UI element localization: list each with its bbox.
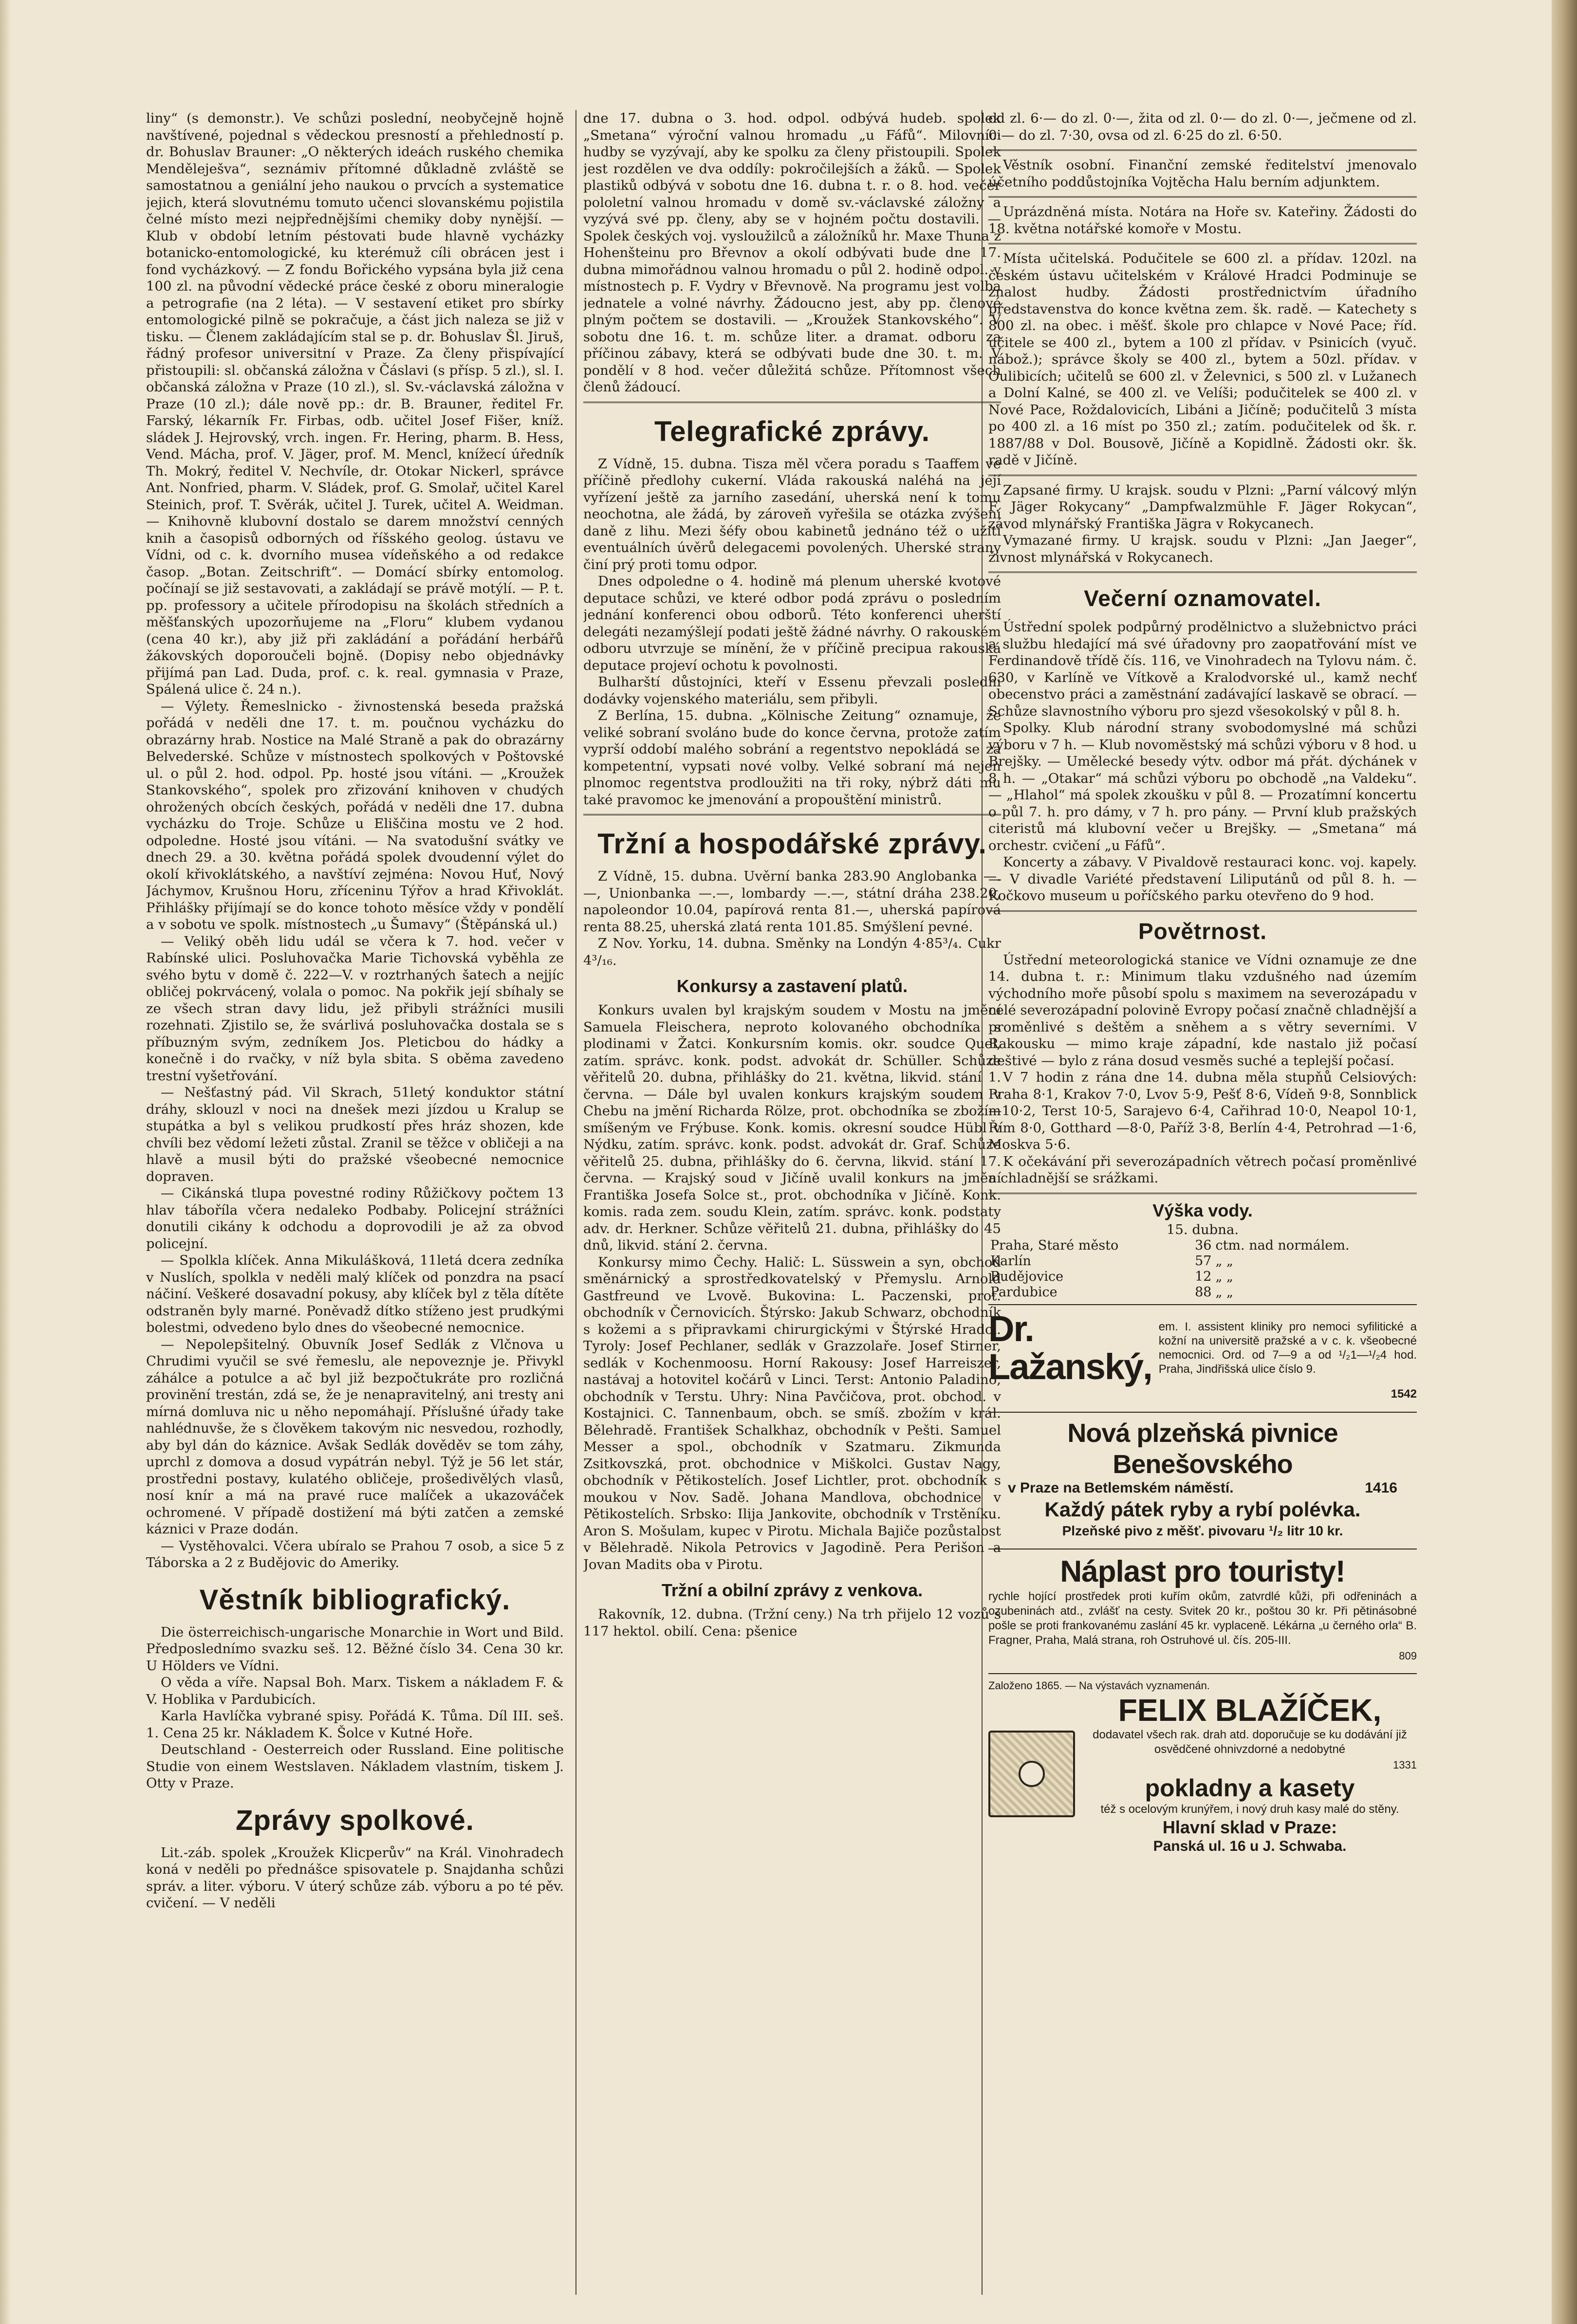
advert-number: 809 [1399,1649,1417,1662]
advert-text: dodavatel všech rak. drah atd. doporučuje se ku dodávání již osvědčené ohnivzdorné a nedobytné [1093,1728,1407,1756]
section-divider [583,814,1001,815]
article-paragraph: — Nešťastný pád. Vil Skrach, 51letý konduktor státní dráhy, sklouzl v noci na dnešek mezi jízdou u Kralup se stupátka a byl s velikou prudkostí přes hráz shozen, kde chvíli bez vědomí ležeti zůstal. Zranil se těžce v obličeji a na hlavě a musil býti do pražské všeobecné nemocnice dopraven. [146,1085,564,1184]
subsection-heading: Tržní a obilní zprávy z venkova. [661,1580,923,1600]
advert-product: pokladny a kasety [1145,1774,1355,1802]
water-level-place: Budějovice [990,1269,1064,1284]
bibliography-entry: Karla Havlíčka vybrané spisy. Pořádá K. Tůma. Díl III. seš. 1. Cena 25 kr. Nákladem K. Šolce v Kutné Hoře. [146,1708,564,1741]
water-level-place: Karlín [990,1254,1031,1269]
advert-lazansky [988,1304,1417,1408]
evening-paragraph: Koncerty a zábavy. V Pivaldově restauraci konc. voj. kapely. — V divadle Variété představení Liliputánů od půl 8. h. — Kočkovo museum u poříčského parku otevřeno do 9 hod. [988,854,1417,904]
section-divider [988,572,1417,573]
section-divider [988,475,1417,476]
section-heading: Večerní oznamovatel. [1084,586,1321,611]
water-level-value: 57 [1195,1254,1212,1269]
bibliography-entry: Die österreichisch-ungarische Monarchie in Wort und Bild. Předposlednímo svazku seš. 12. Běžné číslo 34. Cena 30 kr. U Hölders ve Vídni. [146,1624,564,1674]
page-edge [1552,0,1577,2324]
telegram-paragraph: Dnes odpoledne o 4. hodině má plenum uherské kvotové deputace schůzi, ve které odbor podá zprávu o posledním jednání konferenci obou odborů. Této konferenci uherští delegáti nezamýšlejí podati ještě žádné návrhy. O rakouském odboru utvrzuje se mínění, že v příčině precipua rakouská deputace projeví ochotu k povolnosti. [583,573,1001,673]
market-paragraph: Z Vídně, 15. dubna. Uvěrní banka 283.90 Anglobanka —.—, Unionbanka —.—, lombardy —.—, státní dráha 238.20, napoleondor 10.04, papírová renta 81.—, uherská papírová renta 88.25, uherská zlatá renta 101.85. Smýšlení pevné. [583,868,1001,935]
water-level-unit: „ „ [1215,1254,1234,1269]
page-binding-shadow [0,0,11,2324]
water-level-place: Praha, Staré město [990,1238,1119,1253]
subsection-heading: Konkursy a zastavení platů. [676,976,908,996]
article-paragraph: — Spolkla klíček. Anna Mikulášková, 11letá dcera zedníka v Nuslích, spolkla v neděli malý klíček od ponzdra na psací náčiní. Veškeré dosavadní pokusy, aby klíček byl z těla dítěte odstraněn byly marné. Poněvadž dítko stíženo jest prudkými bolestmi, odvedeno bylo dnes do všeobecné nemocnice. [146,1253,564,1335]
advert-pivnice [988,1412,1417,1545]
bibliography-entry: O věda a víře. Napsal Boh. Marx. Tiskem a nákladem F. & V. Hoblika v Pardubicích. [146,1675,564,1707]
advert-subtitle: v Praze na Betlemském náměstí. [1008,1479,1234,1496]
water-level-unit: ctm. nad normálem. [1215,1238,1350,1253]
market-paragraph: Rakovník, 12. dubna. (Tržní ceny.) Na trh přijelo 12 vozů s 117 hektol. obilí. Cena: pšenice [583,1606,1001,1639]
article-paragraph: — Cikánská tlupa povestné rodiny Růžičkovy počtem 13 hlav táboříla včera nedaleko Podbaby. Policejní strážníci donutili cikány k odchodu a doprovodili je až za obvod policejní. [146,1185,564,1252]
water-level-row [988,1254,1417,1269]
bankruptcy-paragraph: Konkurs uvalen byl krajským soudem v Mostu na jmění Samuela Fleischera, neproto kolovaného obchodníka s plodinami v Žatci. Konkursním komis. okr. soudce Quel, zatím. správc. konk. podst. advokát dr. Schüller. Schůze věřitelů 20. dubna, přihlášky do 21. května, likvid. stání 1. června. — Dále byl uvalen konkurs krajským soudem v Chebu na jmění Richarda Rölze, prot. obchodníka se zbožím smíšeným ve Frýbuse. Konk. komis. okresní soudce Hübl v Nýdku, zatím. správc. konk. podst. advokát dr. Graf. Schůze věřitelů 25. dubna, přihlášky do 6. června, likvid. stání 17. června. — Krajský soud v Jičíně uvalil konkurs na jmění Františka Josefa Solce st., prot. obchodníka v Jičíně. Konk. komis. rada zem. soudu Klein, zatím. správc. konk. podstaty adv. dr. Herkner. Schůze věřitelů 21. dubna, přihlášky do 45 dnů, likvid. stání 2. června. [583,1002,1001,1253]
article-paragraph: liny“ (s demonstr.). Ve schůzi poslední, neobyčejně hojně navštívené, pojednal s vědeckou presností a přehledností p. dr. Bohuslav Brauner: „O některých ideách ruského chemika Menděleješva“, seznámiv přítomné důkladně zvláště se samostatnou a geniální jeho naukou o prvcích a systematice jejich, která slovutnému tomuto učenci slovanskému pojistila čelné místo mezi nejpřednějšími chemiky doby nynější. — Klub v období letním péstovati bude hlavně vycházky botanicko-entomologické, ku kterémuž cíli obrácen jest i fond vycházkový. — Z fondu Bořického vypsána byla již cena 100 zl. na původní vědecké práce české z oboru mineralogie a petrografie (na 2 léta). — V sestavení etiket pro sbírky entomologické pilně se pokračuje, a část jich naleza se již v tisku. — Členem zakládajícím stal se p. dr. Bohuslav Šl. Jiruš, řádný profesor universitní v Praze. Za členy přispívající přistoupili: sl. občanská záložna v Čáslavi (s přísp. 5 zl.), sl. I. občanská záložna v Praze (10 zl.), sl. Sv.-václavská záložna v Praze (10 zl.); dále nově pp.: dr. B. Brauner, ředitel Fr. Farský, lékarník Fr. Firbas, odb. učitel Josef Fišer, kníž. sládek J. Hejrovský, vrch. ingen. Fr. Hering, pharm. B. Hess, Vend. Mácha, prof. V. Jäger, prof. M. Mencl, knížecí úředník Th. Mokrý, ředitel V. Nechvíle, dr. Otokar Nickerl, správce Ant. Nonfried, pharm. V. Sládek, prof. G. Smolař, učitel Karel Steinich, prof. T. Svěrák, učitel J. Turek, učitel A. Weidman. — Knihovně klubovní dostalo se darem množství cenných knih a časopisů odborných od říšského geolog. ústavu ve Vídni, od c. k. dvorního musea vídeňského a od redakce časop. „Botan. Zeitschrift“. — Domácí sbírky entomolog. počínají se již sestavovati, a zakládají se právě motýlí. — P. t. pp. professory a učitele přírodopisu na školách středních a měšťanských upozorňujeme na „Floru“ klubem vydanou (cena 40 kr.), aby již při zakládání a pořádání herbářů žákovských doporoučeli bojně. (Dopisy nebo objednávky přijímá pan Lad. Duda, prof. c. k. real. gymnasia v Praze, Spálená ulice č. 24 n.). [146,111,564,697]
water-level-unit: „ „ [1215,1285,1234,1300]
water-level-value: 36 [1195,1238,1212,1253]
section-divider [583,402,1001,403]
article-paragraph: — Veliký oběh lidu udál se včera k 7. hod. večer v Rabínské ulici. Posluhovačka Marie Tichovská vyběhla ze svého bytu v domě č. 222—V. v roztrhaných šatech a nejjíc obličej pokrvácený, volala o pomoc. Na pokřik její sbíhaly se ze všech stran davy lidu, jež přibyli strážníci musili rozehnati. Zjistilo se, že svárlivá posluhovačka dostala se s příbuzným svým, zedníkem Jos. Pleticbou do hádky a konečně i do rvačky, v níž byla sbita. S oběma zavedeno trestní vyšetřování. [146,933,564,1084]
column-3 [988,110,1417,2305]
section-heading: Telegrafické zprávy. [654,415,930,447]
advert-number: 1331 [1393,1759,1417,1771]
advert-line: Každý pátek ryby a rybí polévka. [1044,1498,1361,1521]
water-level-place: Pardubice [990,1285,1058,1300]
advert-text: rychle hojící prostředek proti kuřím okům, zatvrdlé kůži, při odřeninách a ozubeninách atd., zvlášť na cesty. Svitek 20 kr., poštou 30 kr. Při pětinásobné pošle se proti frankovanému zaslání 45 kr. vyplaceně. Lékárna „u černého orla“ B. Fragner, Praha, Malá strana, roh Ostruhové ul. čís. 205-III. [988,1589,1417,1647]
advert-naplast [988,1549,1417,1670]
advert-text: em. I. assistent kliniky pro nemoci syfilitické a kožní na universitě pražské a v c. k. všeobecné nemocnici. Ord. od 7—9 a od ¹/₂1—¹/₂4 hod. Praha, Jindřišská ulice číslo 9. [1158,1320,1417,1376]
water-level-table [988,1238,1417,1300]
water-level-unit: „ „ [1215,1269,1234,1284]
article-paragraph: Lit.-záb. spolek „Kroužek Klicperův“ na Král. Vinohradech koná v neděli po přednášce spisovatele p. Snajdanha schůzi správ. a liter. výboru. V úterý schůze záb. výboru a po té pěv. cvičení. — V neděli [146,1844,564,1911]
weather-paragraph: K očekávání při severozápadních větrech počasí proměnlivé a chladnější se srážkami. [988,1153,1417,1186]
notice-paragraph: Věstník osobní. Finanční zemské ředitelství jmenovalo účetního poddůstojníka Vojtěcha Halu berním adjunktem. [988,157,1417,190]
article-paragraph: dne 17. dubna o 3. hod. odpol. odbývá hudeb. spolek „Smetana“ výroční valnou hromadu „u Fáfů“. Milovníci hudby se vyzývají, aby ke spolku za členy přistoupili. Spolek jest rozdělen ve dva oddíly: pokročilejších a žáků. — Spolek plastiků odbývá v sobotu dne 16. dubna t. r. o 8. hod. večer pololetní valnou hromadu v domě sv.-václavské záložny a vyzývá své pp. členy, aby se v hojném počtu dostavili. — Spolek českých voj. vysloužilců a záložníků hr. Maxe Thuna z Hohenšteinu pro Břevnov a okolí odbývati bude dne 17. dubna mimořádnou valnou hromadu o půl 2. hodině odpol. v místnostech p. F. Vydry v Břevnově. Na programu jest volba jednatele a volné návrhy. Žádoucno jest, aby pp. členové plným počtem se dostavili. — „Kroužek Stankovského“. V sobotu dne 16. t. m. schůze liter. a dramat. odboru za příčinou zábavy, která se odbývati bude dne 30. t. m. V pondělí v 8 hod. večer důležitá schůze. Přítomnost všech členů žádoucí. [583,111,1001,395]
water-level-row [988,1285,1417,1300]
water-level-row [988,1269,1417,1285]
section-heading: Věstník bibliografický. [199,1584,511,1616]
advert-name: Dr. Lažanský, [988,1309,1152,1387]
notice-paragraph: Místa učitelská. Podučitele se 600 zl. a přídav. 120zl. na českém ústavu učitelském v Králové Hradci Podminuje se znalost hudby. Žádosti prostřednictvím úřadního představenstva do konce května zem. šk. radě. — Katechety s 800 zl. na obec. i měšť. škole pro chlapce v Nové Pace; říd. učitele se 400 zl., bytem a 100 zl přídav. v Psinicích (vyuč. nábož.); správce školy se 400 zl., bytem a 50zl. přídav. v Oulibicích; učitelů se 600 zl. v Želevnici, s 500 zl. v Lužanech a Dolní Kalné, se 400 zl. ve Velíši; podučitelek se 400 zl. v Nové Pace, Roždalovicích, Libáni a Jičíně; podučitelů 3 místa po 400 zl. a 16 míst po 350 zl.; zatím. podučitelek od šk. r. 1887/88 v Dol. Bousově, Jičíně a Kopidlně. Žádosti okr. šk. radě v Jičíně. [988,251,1417,468]
notice-paragraph: Vymazané firmy. U krajsk. soudu v Plzni: „Jan Jaeger“, živnost mlynářská v Rokycanech. [988,533,1417,565]
article-paragraph: — Výlety. Řemeslnicko - živnostenská beseda pražská pořádá v neděli dne 17. t. m. poučnou vycházku do obrazárny hrab. Nostice na Malé Straně a pak do obrazárny Belvederské. Schůze v místnostech spolkových v Poštovské ul. o půl 2. hod. odpol. Pp. hosté jsou vítáni. — „Kroužek Stankovského“, spolek pro zřizování knihoven v chudých ohrožených obcích českých, pořádá v neděli dne 17. dubna vycházku do Troje. Schůze u Eliščina mostu ve 2 hod. odpoledne. Hosté jsou vítáni. — Na svatodušní svátky ve dnech 29. a 30. května pořádá spolek dvoudenní výlet do okolí křivoklátského, a navštíví zejména: Novou Huť, Nový Jáchymov, Krušnou Horu, zříceninu Týřov a hrad Křivoklát. Přihlášky přijímají se do konce tohoto měsíce vždy v pondělí a v sobotu ve spolk. místnostech „u Šumavy“ (Štěpánská ul.) [146,698,564,932]
water-date: 15. dubna. [1166,1221,1239,1237]
section-divider [988,910,1417,912]
section-heading: Povětrnost. [1138,918,1267,944]
column-1 [146,110,564,2305]
telegram-paragraph: Z Vídně, 15. dubna. Tisza měl včera poradu s Taaffem ve příčině předlohy cukerní. Vláda rakouská naléhá na její vyřízení ještě za jarního zasedání, uherská není k tomu neochotna, ale žádá, by zároveň vyřešila se otázka zvýšení daně z lihu. Mezi šéfy obou kabinetů jednáno též o užití eventuálních úvěrů delegacemi povolených. Uherské strany činí prý proti tomu odpor. [583,456,1001,572]
advert-title: Nová plzeňská pivnice Benešovského [1067,1418,1338,1479]
weather-paragraph: Ústřední meteorologická stanice ve Vídni oznamuje ze dne 14. dubna t. r.: Minimum tlaku vzdušného nad územím východního moře působí spolu s maximem na severozápadu v celé severozápadní polovině Evropy počasí značně chladnější a proměnlivé s deštěm a sněhem a s větry severními. V Rakousku — mimo kraje západní, kde nastalo již počasí deštivé — bylo z rána dosud vesměs suché a teplejší počasí. [988,952,1417,1069]
section-divider [988,196,1417,198]
bankruptcy-paragraph: Konkursy mimo Čechy. Halič: L. Süsswein a syn, obchod směnárnický a sprostředkovatelský v Přemyslu. Arnold Gastfreund ve Lvově. Bukovina: L. Paczenski, prot. obchodník v Černovicích. Štýrsko: Jakub Schwarz, obchodník s kožemi a s připravkami chirurgickými v Štýrské Hradci. Tyroly: Josef Pechlaner, sedlák v Grazzolaře. Josef Stirner, sedlák v Kochenmoosu. Horní Rakousy: Josef Harreiszer, nastávaj a hotovitel kočárů v Linci. Terst: Antonio Paladino, obchodník v Terstu. Uhry: Nina Pavčičova, prot. obchod. v Kostajnici. C. Tannenbaum, obch. se smíš. zbožím v král. Bělehradě. František Schalkhaz, obchodník v Pešti. Samuel Messer a spol., obchodník v Szatmaru. Zikmunda Zsitkovszká, prot. obchodnice v Miškolci. Gustav Nagy, obchodník v Pětikostelích. Josef Lichtler, prot. obchodník s moukou v Nov. Sadě. Johana Mandlova, obchodnice v Pětikostelích. Srbsko: Ilija Jankovite, obchodník v Trstěníku. Aron S. Mošulam, kupec v Pirotu. Michala Bajiče pozůstalost v Bělehradě. Nikola Petrovics v Jagodině. Pera Perišon a Jovan Madits oba v Pirotu. [583,1254,1001,1572]
notice-paragraph: Uprázdněná místa. Notára na Hoře sv. Kateřiny. Žádosti do 18. května notářské komoře v Mostu. [988,204,1417,237]
water-level-value: 12 [1195,1269,1212,1284]
column-2 [583,110,1001,2305]
telegram-paragraph: Bulharští důstojníci, kteří v Essenu převzali poslední dodávky vojenského materiálu, sem přibyli. [583,674,1001,707]
subsection-heading: Výška vody. [1152,1200,1253,1220]
advert-text: též s ocelovým krunýřem, i nový druh kasy malé do stěny. [1100,1802,1399,1816]
water-level-row [988,1238,1417,1254]
bibliography-entry: Deutschland - Oesterreich oder Russland. Eine politische Studie von einem Westslaven. Nákladem vlastním, tiskem J. Otty v Praze. [146,1742,564,1791]
evening-paragraph: Spolky. Klub národní strany svobodomyslné má schůzi výboru v 7 h. — Klub novoměstský má schůzi výboru v 8 hod. u Brejšky. — Umělecké besedy výtv. odbor má přát. dýchánek v 8 h. — „Otakar“ má schůzi výboru po obchodě „na Valdeku“. — „Hlahol“ má spolek zkoušku v půl 8. — Prozatímní koncertu o půl 7. h. pro dámy, v 7 h. pro pány. — První klub pražských citeristů má klubovní večer u Brejšky. — „Smetana“ má orchestr. cvičení „u Fáfů“. [988,720,1417,853]
advert-founded: Založeno 1865. — Na výstavách vyznamenán. [988,1679,1210,1692]
advert-beer-line: Plzeňské pivo z měšť. pivovaru ¹/₂ litr 10 kr. [1062,1523,1343,1538]
market-paragraph: Z Nov. Yorku, 14. dubna. Směnky na Londýn 4·85³/₄. Cukr 4³/₁₆. [583,936,1001,968]
advert-store: Hlavní sklad v Praze: [1162,1817,1337,1837]
advert-number: 1416 [1365,1479,1397,1496]
section-divider [988,243,1417,244]
advert-title: Náplast pro touristy! [1060,1554,1345,1588]
advert-name: FELIX BLAŽÍČEK, [1118,1693,1382,1728]
article-paragraph: — Nepolepšitelný. Obuvník Josef Sedlák z Vlčnova u Chrudimi vyučil se své řemeslu, ale nepoveznje je. Přivykl záhálce a potulce a ač byl již bezpočtukráte pro rozličná provinění trestán, zdá se, že je nenapravitelný, ani trestү ani mírná domluva nic u něho nepomáhají. Příslušné úřady take nahlédnuvše, že s člověkem takovým nic nesvedou, rozhodly, aby byl dán do káznice. Avšak Sedlák dověděv se tom záhy, uprchl z domova a dosud vypátrán nebyl. Týž je 56 let stár, prostředni postavy, kulatého obličeje, prošedivělých vlasů, nosí knír a má na pravé ruce malíček a ukazováček ochromené. V případě dostižení má býti zatčen a zemské káznici v Praze dodán. [146,1336,564,1537]
article-paragraph: — Vystěhovalci. Včera ubíralo se Prahou 7 osob, a sice 5 z Táborska a 2 z Budějovic do Ameriky. [146,1538,564,1570]
evening-paragraph: Ústřední spolek podpůrný prodělnictvo a služebnictvo práci a službu hledající má své úřadovny pro zaopatřování míst ve Ferdinandově třídě čís. 116, ve Vinohradech na Tylovu nám. č. 630, v Karlíně ve Vítkově a Kralodvorské ul., kamž nechť obecenstvo práci a zaměstnání zadávající laskavě se obrací. — Schůze slavnostního výboru pro sjezd všesokolský v půl 8. h. [988,619,1417,719]
telegram-paragraph: Z Berlína, 15. dubna. „Kölnische Zeitung“ oznamuje, že veliké sobraní svoláno bude do konce června, protože zatím vyprší oddobí malého sobrání a regentstvo nepokládá se za kompetentní, vypsati nové volby. Velké sobraní má nejen plnomoc regentstva prodloužiti na tři roky, nýbrž dáti mu také pravomoc ke jmenování a propouštění ministrů. [583,708,1001,808]
safe-icon [988,1731,1075,1817]
water-level-value: 88 [1195,1285,1212,1300]
advert-number: 1542 [1391,1387,1417,1401]
notice-paragraph: Zapsané firmy. U krajsk. soudu v Plzni: „Parní válcový mlýn F. Jäger Rokycany“ „Dampfwalzmühle F. Jäger Rokycan“, závod mlynářský Františka Jägra v Rokycanech. [988,482,1417,532]
advert-address: Panská ul. 16 u J. Schwaba. [1153,1838,1347,1854]
section-heading: Zprávy spolkové. [236,1804,474,1836]
section-heading: Tržní a hospodářské zprávy. [597,828,987,860]
article-paragraph: od zl. 6·— do zl. 0·—, žita od zl. 0·— do zl. 0·—, ječmene od zl. 0·— do zl. 7·30, ovsa od zl. 6·25 do zl. 6·50. [988,111,1417,143]
weather-paragraph: V 7 hodin z rána dne 14. dubna měla stupňů Celsiových: Praha 8·1, Krakov 7·0, Lvov 5·9, Pešť 8·6, Vídeň 9·8, Sonnblick —10·2, Terst 10·5, Sarajevo 6·4, Cařihrad 10·0, Neapol 10·1, Řím 8·0, Gotthard —8·0, Paříž 3·8, Berlín 4·4, Petrohrad —1·6, Moskva 5·6. [988,1070,1417,1152]
section-divider [988,149,1417,151]
advert-blazicek [988,1673,1417,1860]
section-divider [988,1193,1417,1194]
column-rule [575,110,576,2295]
